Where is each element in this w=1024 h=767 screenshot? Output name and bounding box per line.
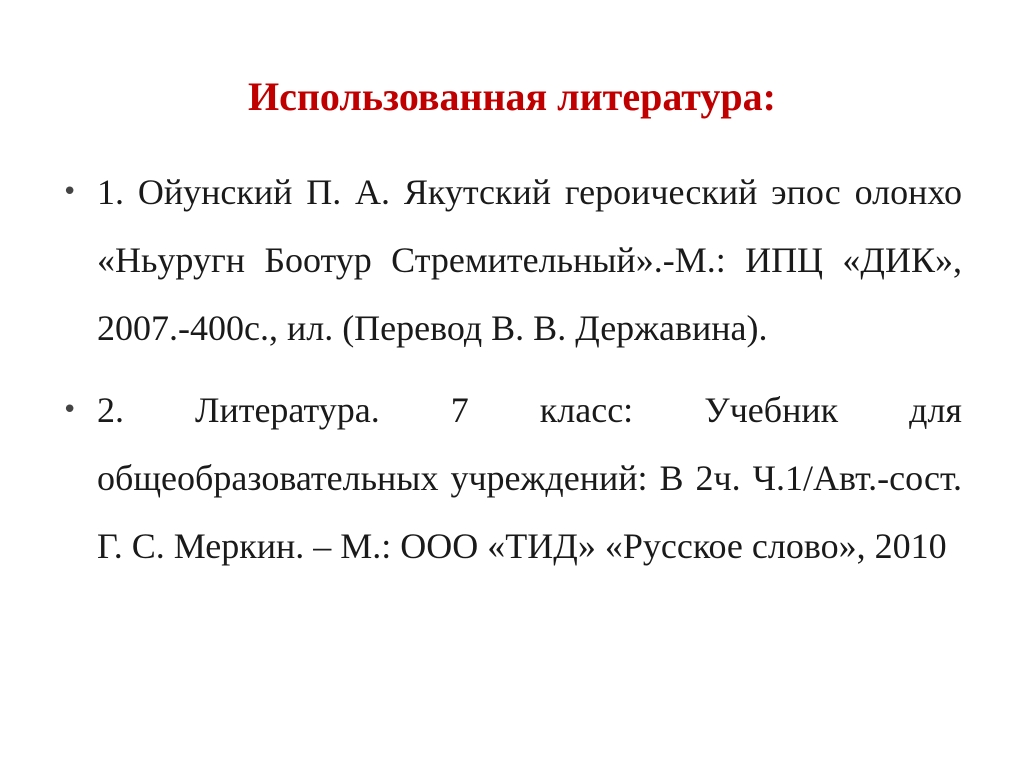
- reference-text-1: 1. Ойунский П. А. Якутский героический эпос олонхо «Ньуругн Боотур Стремительный».-М.: ИПЦ «ДИК», 2007.-400с., ил. (Перевод В. В. Державина).: [97, 172, 962, 348]
- bullet-icon: •: [62, 177, 78, 207]
- bullet-icon: •: [62, 395, 78, 425]
- reference-item-2: [62, 376, 962, 580]
- reference-list: [62, 158, 962, 594]
- reference-text-2: 2. Литература. 7 класс: Учебник для общеобразовательных учреждений: В 2ч. Ч.1/Авт.-сост. Г. С. Меркин. – М.: ООО «ТИД» «Русское слово», 2010: [97, 390, 962, 566]
- slide-title: Использованная литература:: [248, 74, 776, 119]
- reference-item-1: [62, 158, 962, 362]
